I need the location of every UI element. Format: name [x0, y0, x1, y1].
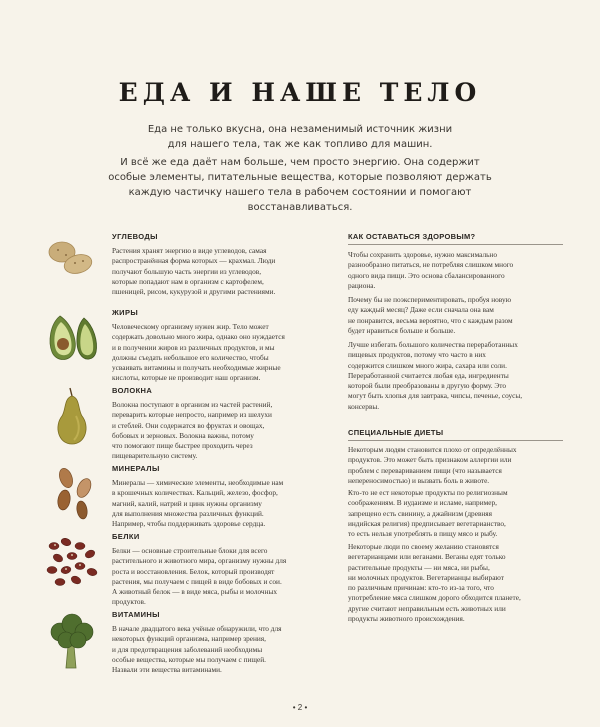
health-paragraph-2: Почему бы не поэкспериментировать, пробуя новую еду каждый месяц? Даже если сначала она вам не понравится, весьма вероятно, что с каждым разом будет нравиться больше и больше. [348, 295, 513, 335]
nutrient-text: Белки — основные строительные блоки для всего растительного и животного мира, организму нужны для роста и восстановления. Белок, который производят растения, мы получаем с пищей в виде бобовых и сои. А животный белок — в виде мяса, рыбы и молочных продуктов. [112, 546, 287, 607]
nutrient-text: Растения хранят энергию в виде углеводов, самая распространённая форма которых — крахмал. Люди получают большую часть энергии из углеводов, которые попадают нам в организм с картофелем, пшеницей, рисом, кукурузой и другими растениями. [112, 246, 276, 297]
divider [348, 244, 563, 245]
health-heading: КАК ОСТАВАТЬСЯ ЗДОРОВЫМ? [348, 232, 476, 241]
beans-icon [42, 532, 102, 592]
avocado-icon [42, 308, 102, 368]
nutrient-text: Минералы — химические элементы, необходимые нам в крошечных количествах. Кальций, железо, фосфор, магний, калий, натрий и цинк нужны организму для выполнения множества различных функций. Например, чтобы поддерживать здоровье сердца. [112, 478, 284, 529]
nutrient-heading: ЖИРЫ [112, 308, 139, 317]
almonds-icon [42, 464, 102, 524]
nutrient-heading: БЕЛКИ [112, 532, 140, 541]
diet-paragraph-2: Кто-то не ест некоторые продукты по религиозным соображениям. В иудаизме и исламе, например, запрещено есть свинину, а джайнизм (древняя индийская религия) предписывает вегетарианство, то есть нельзя употреблять в пищу мясо и рыбу. [348, 488, 508, 539]
nutrient-text: Волокна поступают в организм из частей растений, переварить которые непросто, например из шелухи и стеблей. Они содержатся во фруктах и овощах, бобовых и зерновых. Волокна важны, потому что помогают пище быстрее проходить через пищеварительную систему. [112, 400, 273, 461]
diet-heading: СПЕЦИАЛЬНЫЕ ДИЕТЫ [348, 428, 444, 437]
nutrient-heading: УГЛЕВОДЫ [112, 232, 158, 241]
page-number: • 2 • [292, 703, 308, 712]
nutrient-text: В начале двадцатого века учёные обнаружили, что для некоторых функций организма, например зрения, и для предотвращения заболеваний необходимы особые вещества, которые мы получаем с пищей. Назвали эти вещества витаминами. [112, 624, 282, 675]
potato-icon [42, 232, 102, 292]
intro-paragraph-1: Еда не только вкусна, она незаменимый источник жизни для нашего тела, так же как топливо для машин. [147, 124, 453, 150]
divider [348, 440, 563, 441]
pear-icon [42, 386, 102, 446]
health-paragraph-3: Лучше избегать большого количества переработанных пищевых продуктов, потому что часто в них содержится слишком много жира, сахара или соли. Переработанной считается любая еда, ингредиенты которой были преобразованы в другую форму. Это могут быть хлопья для завтрака, чипсы, печенье, соусы, консервы. [348, 340, 523, 411]
nutrient-heading: ВИТАМИНЫ [112, 610, 160, 619]
page-title: ЕДА И НАШЕ ТЕЛО [118, 78, 482, 107]
diet-paragraph-3: Некоторые люди по своему желанию становятся вегетарианцами или веганами. Веганы едят только растительные продукты — ни мяса, ни рыбы, ни молочных продуктов. Вегетарианцы выбирают по различным причинам: кто-то из-за того, что употребление мяса слишком дорого обходится планете, другие считают неправильным есть животных или продукты животного происхождения. [348, 542, 521, 624]
intro-paragraph-2: И всё же еда даёт нам больше, чем просто энергию. Она содержит особые элементы, питательные вещества, которые позволяют держать каждую частичку нашего тела в рабочем состоянии и помогают восстанавливаться. [108, 157, 492, 213]
health-paragraph-1: Чтобы сохранить здоровье, нужно максимально разнообразно питаться, не потребляя слишком много одного вида пищи. Это основа сбалансированного рациона. [348, 250, 514, 290]
nutrient-text: Человеческому организму нужен жир. Тело может содержать довольно много жира, однако оно нуждается и в получении жиров из различных продуктов, и мы должны съедать небольшое его количество, чтобы усваивать витамины и получать необходимые жирные кислоты, которые не производит наш организм. [112, 322, 285, 383]
nutrient-heading: ВОЛОКНА [112, 386, 153, 395]
diet-paragraph-1: Некоторым людям становится плохо от определённых продуктов. Это может быть признаком аллергии или проблем с перевариванием пищи (что называется непереносимостью) и вызвать боль в животе. [348, 445, 517, 485]
broccoli-icon [42, 610, 102, 670]
nutrient-heading: МИНЕРАЛЫ [112, 464, 160, 473]
